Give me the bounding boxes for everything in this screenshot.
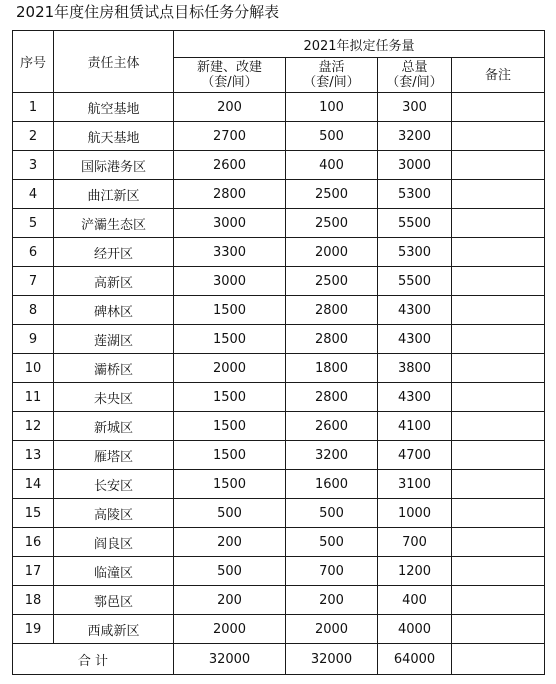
cell-new-build: 2700 [174,122,286,151]
cell-seq: 12 [13,412,54,441]
cell-note [452,470,545,499]
table-row [13,557,545,586]
table-row [13,412,545,441]
total-revitalize: 32000 [286,644,378,675]
cell-note [452,586,545,615]
cell-seq: 5 [13,209,54,238]
cell-new-build: 500 [174,557,286,586]
cell-total: 1000 [378,499,452,528]
cell-new-build: 2000 [174,354,286,383]
total-label: 合 计 [13,644,174,675]
cell-entity: 西咸新区 [54,615,174,644]
cell-total: 1200 [378,557,452,586]
cell-entity: 临潼区 [54,557,174,586]
cell-seq: 8 [13,296,54,325]
cell-revitalize: 2600 [286,412,378,441]
cell-revitalize: 2800 [286,325,378,354]
cell-entity: 航天基地 [54,122,174,151]
cell-seq: 2 [13,122,54,151]
table-row [13,325,545,354]
cell-entity: 国际港务区 [54,151,174,180]
cell-new-build: 3000 [174,267,286,296]
cell-entity: 长安区 [54,470,174,499]
cell-revitalize: 700 [286,557,378,586]
cell-note [452,122,545,151]
cell-note [452,296,545,325]
cell-revitalize: 1800 [286,354,378,383]
cell-new-build: 200 [174,93,286,122]
table-row [13,122,545,151]
table-header [13,31,545,93]
cell-seq: 13 [13,441,54,470]
header-new-build-line2: （套/间） [201,75,258,90]
cell-new-build: 1500 [174,296,286,325]
cell-revitalize: 500 [286,122,378,151]
cell-entity: 高新区 [54,267,174,296]
cell-total: 300 [378,93,452,122]
header-revitalize-line1: 盘活 [318,60,345,75]
total-new-build: 32000 [174,644,286,675]
cell-note [452,325,545,354]
cell-revitalize: 2500 [286,180,378,209]
cell-total: 3800 [378,354,452,383]
header-revitalize-line2: （套/间） [303,75,360,90]
cell-total: 5500 [378,267,452,296]
cell-revitalize: 400 [286,151,378,180]
cell-new-build: 200 [174,528,286,557]
cell-seq: 1 [13,93,54,122]
cell-new-build: 2600 [174,151,286,180]
cell-entity: 未央区 [54,383,174,412]
cell-entity: 经开区 [54,238,174,267]
cell-entity: 高陵区 [54,499,174,528]
cell-seq: 6 [13,238,54,267]
cell-revitalize: 2800 [286,383,378,412]
cell-revitalize: 1600 [286,470,378,499]
header-total-line1: 总量 [401,60,428,75]
cell-note [452,383,545,412]
table-footer [13,644,545,675]
document-title: 2021年度住房租赁试点目标任务分解表 [16,3,280,21]
cell-new-build: 2800 [174,180,286,209]
cell-entity: 新城区 [54,412,174,441]
cell-seq: 18 [13,586,54,615]
cell-new-build: 1500 [174,441,286,470]
cell-seq: 14 [13,470,54,499]
cell-note [452,441,545,470]
cell-total: 5300 [378,180,452,209]
table-row [13,586,545,615]
cell-entity: 雁塔区 [54,441,174,470]
cell-total: 400 [378,586,452,615]
cell-new-build: 200 [174,586,286,615]
cell-total: 4300 [378,325,452,354]
cell-total: 5500 [378,209,452,238]
cell-entity: 莲湖区 [54,325,174,354]
table-row [13,296,545,325]
table-row [13,354,545,383]
cell-total: 5300 [378,238,452,267]
cell-total: 700 [378,528,452,557]
table-row [13,528,545,557]
cell-seq: 16 [13,528,54,557]
cell-new-build: 1500 [174,383,286,412]
cell-seq: 10 [13,354,54,383]
cell-seq: 15 [13,499,54,528]
cell-revitalize: 2000 [286,615,378,644]
table-body [13,93,545,644]
header-task-group: 2021年拟定任务量 [174,31,545,58]
table-row [13,470,545,499]
cell-revitalize: 2500 [286,267,378,296]
cell-total: 4100 [378,412,452,441]
cell-new-build: 3000 [174,209,286,238]
cell-note [452,209,545,238]
cell-note [452,528,545,557]
cell-total: 4700 [378,441,452,470]
cell-total: 3100 [378,470,452,499]
cell-new-build: 1500 [174,412,286,441]
header-entity: 责任主体 [54,31,174,93]
cell-revitalize: 3200 [286,441,378,470]
cell-revitalize: 500 [286,499,378,528]
table-row [13,383,545,412]
table-row [13,441,545,470]
cell-entity: 鄠邑区 [54,586,174,615]
cell-note [452,180,545,209]
table-row [13,93,545,122]
cell-new-build: 1500 [174,470,286,499]
cell-note [452,615,545,644]
cell-seq: 11 [13,383,54,412]
cell-revitalize: 100 [286,93,378,122]
cell-revitalize: 2000 [286,238,378,267]
cell-entity: 灞桥区 [54,354,174,383]
cell-new-build: 500 [174,499,286,528]
cell-new-build: 2000 [174,615,286,644]
cell-entity: 碑林区 [54,296,174,325]
cell-revitalize: 500 [286,528,378,557]
cell-new-build: 1500 [174,325,286,354]
cell-seq: 9 [13,325,54,354]
header-new-build [174,58,286,93]
cell-seq: 19 [13,615,54,644]
cell-seq: 17 [13,557,54,586]
cell-total: 4300 [378,383,452,412]
cell-seq: 4 [13,180,54,209]
cell-note [452,499,545,528]
header-note: 备注 [452,58,545,93]
table-row [13,209,545,238]
header-total-line2: （套/间） [386,75,443,90]
cell-revitalize: 200 [286,586,378,615]
header-total [378,58,452,93]
cell-note [452,238,545,267]
cell-total: 3000 [378,151,452,180]
cell-entity: 浐灞生态区 [54,209,174,238]
cell-entity: 曲江新区 [54,180,174,209]
cell-note [452,151,545,180]
table-row [13,615,545,644]
cell-note [452,354,545,383]
cell-note [452,412,545,441]
cell-total: 3200 [378,122,452,151]
cell-total: 4300 [378,296,452,325]
cell-total: 4000 [378,615,452,644]
cell-revitalize: 2800 [286,296,378,325]
table-row [13,238,545,267]
total-note [452,644,545,675]
cell-entity: 航空基地 [54,93,174,122]
table-row [13,267,545,296]
cell-seq: 7 [13,267,54,296]
header-new-build-line1: 新建、改建 [196,60,262,75]
cell-note [452,267,545,296]
cell-note [452,557,545,586]
cell-revitalize: 2500 [286,209,378,238]
table-row [13,180,545,209]
total-sum: 64000 [378,644,452,675]
cell-new-build: 3300 [174,238,286,267]
table-row [13,151,545,180]
table-row [13,499,545,528]
task-allocation-table [12,30,545,675]
header-seq: 序号 [13,31,54,93]
total-row [13,644,545,675]
header-revitalize [286,58,378,93]
cell-seq: 3 [13,151,54,180]
cell-entity: 阎良区 [54,528,174,557]
cell-note [452,93,545,122]
